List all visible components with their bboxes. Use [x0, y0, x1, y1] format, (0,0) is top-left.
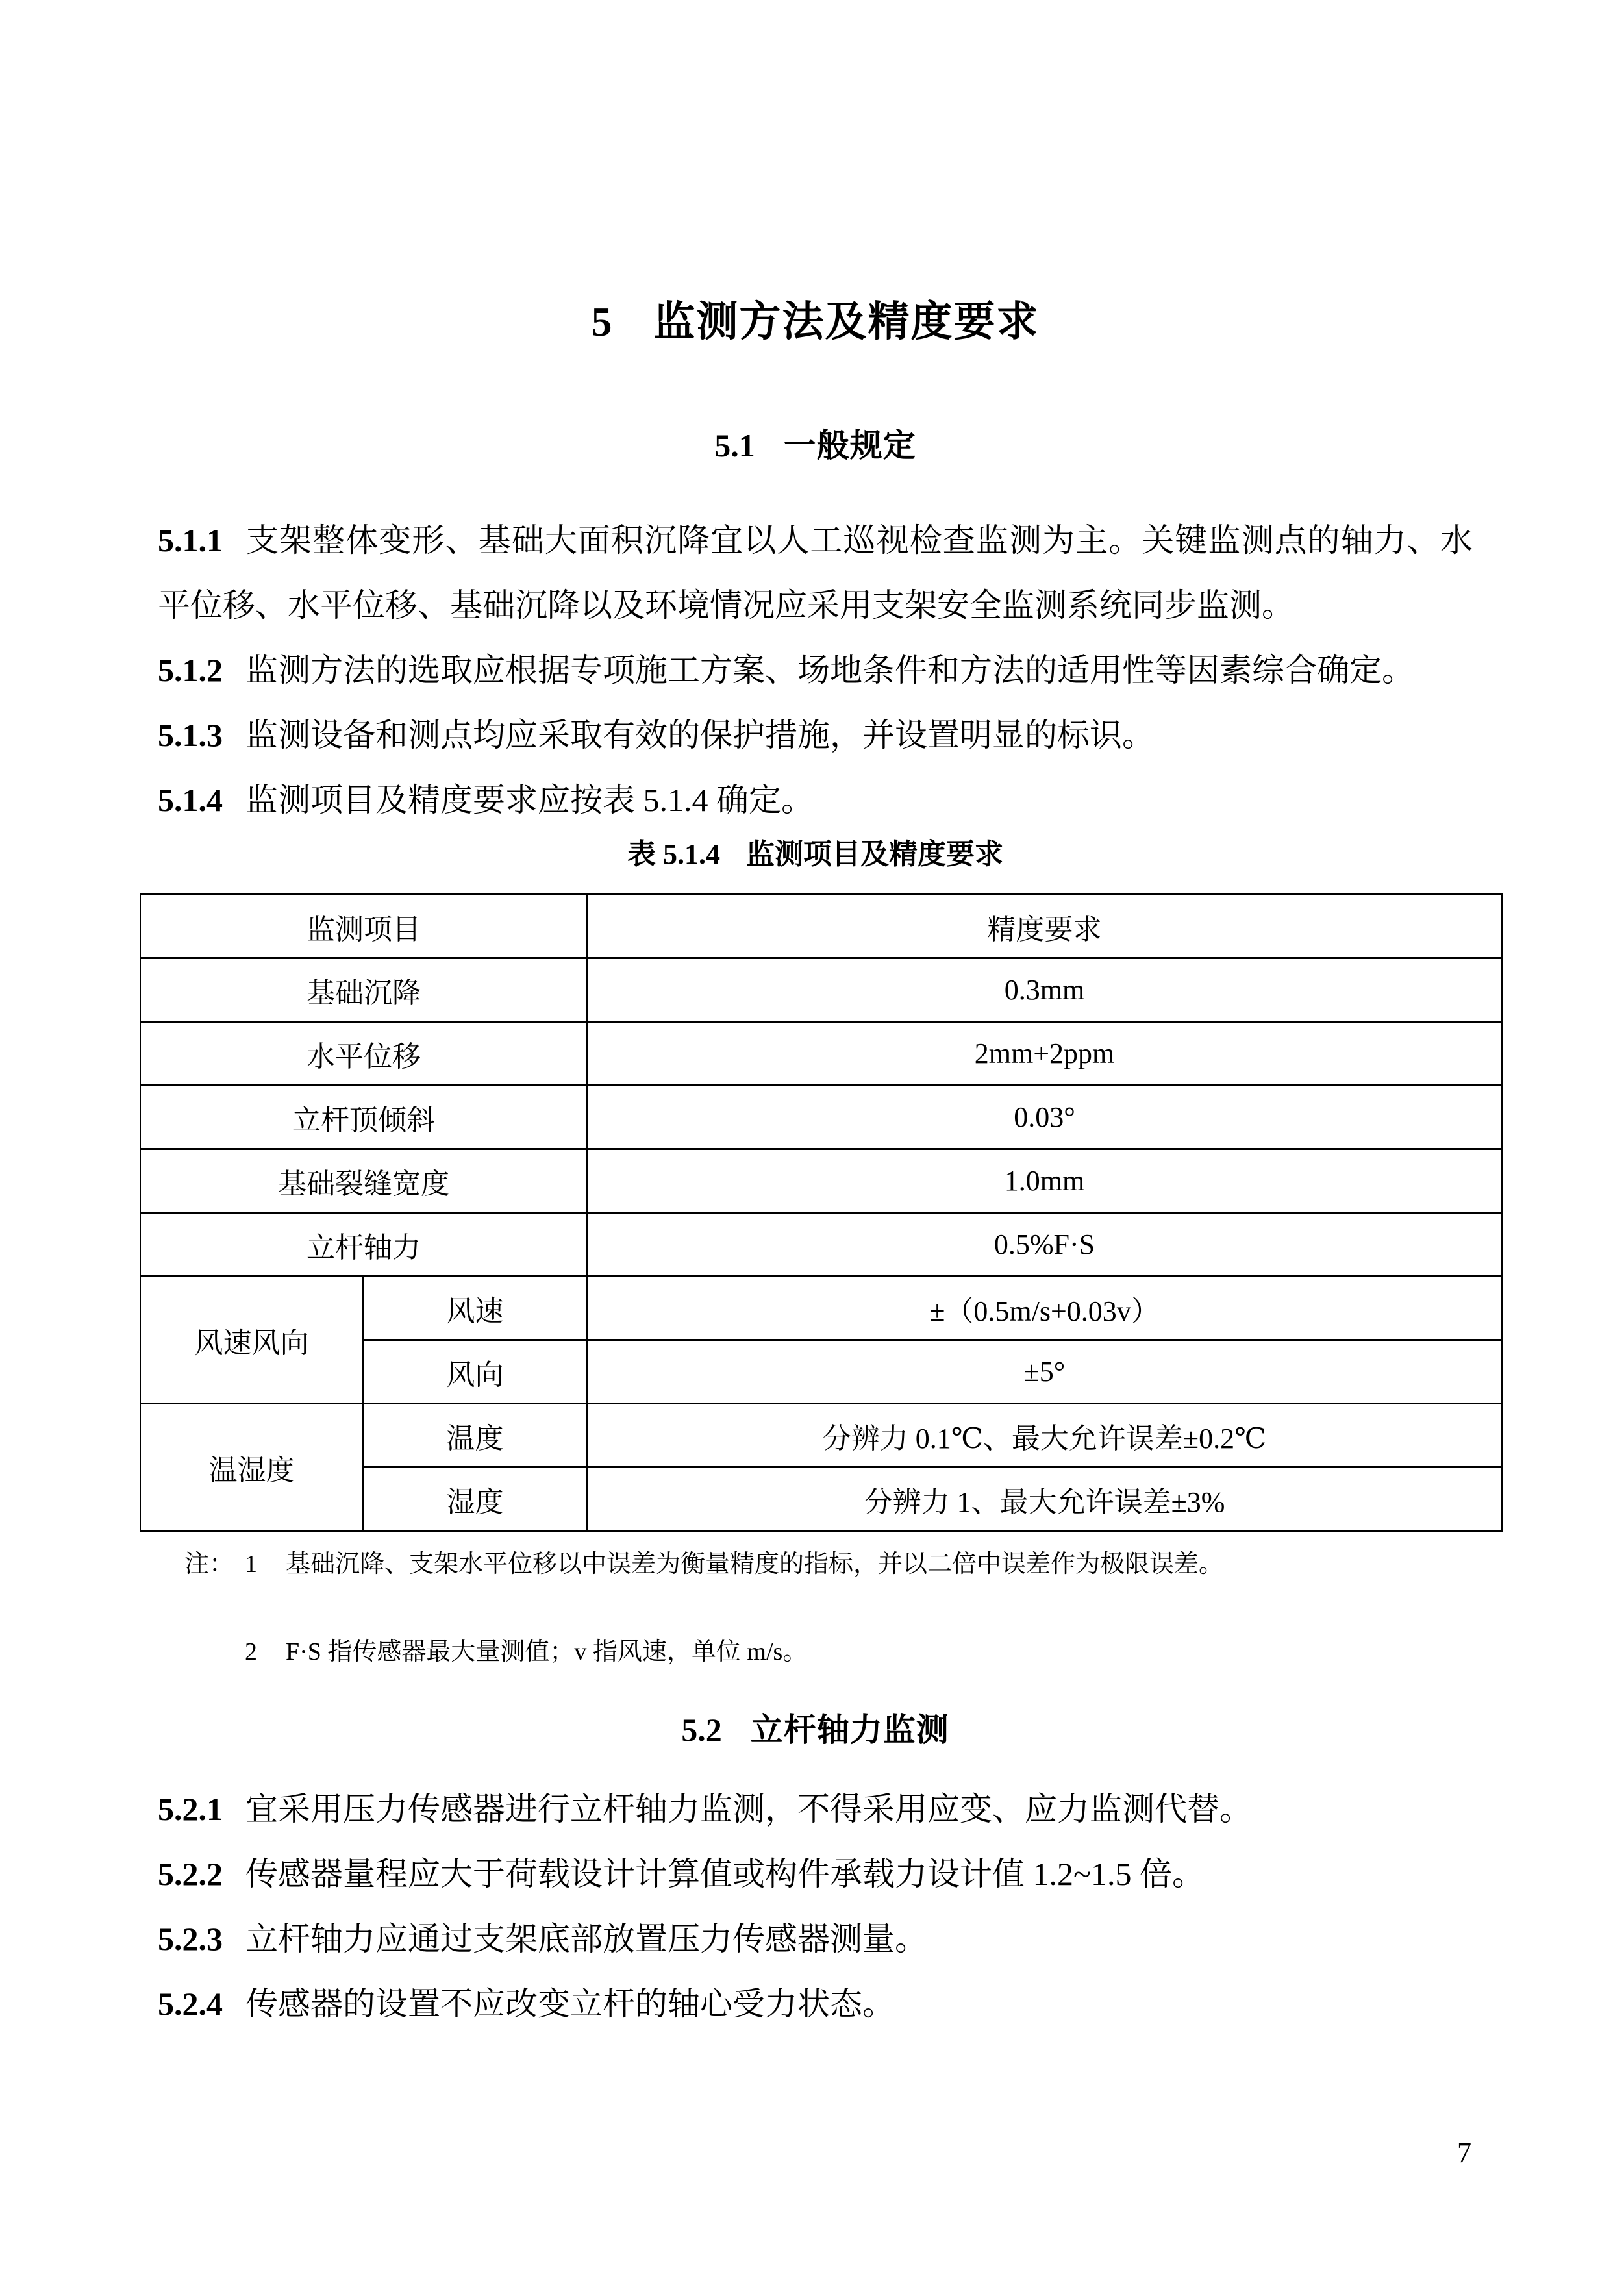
- table-notes: [184, 1541, 1473, 1675]
- note-label-spacer: [184, 1629, 245, 1675]
- table-header-row: [140, 895, 1502, 958]
- table-row: [140, 1086, 1502, 1149]
- table-row: [140, 1277, 1502, 1340]
- precision-requirements-table: [140, 893, 1503, 1532]
- clause-text: 宜采用压力传感器进行立杆轴力监测，不得采用应变、应力监测代替。: [245, 1791, 1252, 1827]
- clause-5-2-2: [158, 1841, 1473, 1906]
- clause-text: 支架整体变形、基础大面积沉降宜以人工巡视检查监测为主。关键监测点的轴力、水平位移、水平位移、基础沉降以及环境情况应采用支架安全监测系统同步监测。: [158, 522, 1473, 623]
- table-cell-value: 1.0mm: [587, 1149, 1502, 1213]
- clause-5-1-4: [158, 767, 1473, 832]
- clause-5-1-2: [158, 638, 1473, 703]
- clause-5-2-4: [158, 1971, 1473, 2036]
- clause-number: 5.1.2: [158, 652, 223, 688]
- table-row: [140, 1404, 1502, 1467]
- note-text: 基础沉降、支架水平位移以中误差为衡量精度的指标，并以二倍中误差作为极限误差。: [286, 1551, 1224, 1578]
- table-cell-item: 立杆轴力: [140, 1213, 587, 1277]
- clause-number: 5.2.4: [158, 1986, 223, 2022]
- section-5-1-number: 5.1: [714, 427, 755, 464]
- table-cell-value: ±（0.5m/s+0.03v）: [587, 1277, 1502, 1340]
- table-cell-item: 温度: [363, 1404, 587, 1467]
- table-row: [140, 958, 1502, 1022]
- table-cell-item: 水平位移: [140, 1022, 587, 1086]
- table-cell-value: ±5°: [587, 1340, 1502, 1404]
- clause-number: 5.1.1: [158, 522, 223, 558]
- table-group-label: 温湿度: [140, 1404, 363, 1531]
- note-2: [184, 1629, 1473, 1675]
- table-cell-value: 0.5%F·S: [587, 1213, 1502, 1277]
- note-number: 1: [245, 1551, 257, 1578]
- table-caption-label: 表 5.1.4: [627, 838, 720, 870]
- section-5-1-clauses: [158, 508, 1473, 832]
- clause-5-1-1: [158, 508, 1473, 638]
- clause-text: 监测项目及精度要求应按表 5.1.4 确定。: [245, 782, 814, 818]
- table-cell-value: 2mm+2ppm: [587, 1022, 1502, 1086]
- table-cell-value: 0.03°: [587, 1086, 1502, 1149]
- clause-text: 监测设备和测点均应采取有效的保护措施，并设置明显的标识。: [245, 717, 1155, 753]
- clause-text: 传感器的设置不应改变立杆的轴心受力状态。: [245, 1986, 895, 2022]
- table-header-value: 精度要求: [587, 895, 1502, 958]
- note-number: 2: [245, 1638, 257, 1666]
- table-header-item: 监测项目: [140, 895, 587, 958]
- table-caption-text: 监测项目及精度要求: [746, 838, 1003, 870]
- section-5-2-number: 5.2: [681, 1712, 722, 1748]
- clause-text: 传感器量程应大于荷载设计计算值或构件承载力设计值 1.2~1.5 倍。: [245, 1856, 1205, 1892]
- table-cell-item: 基础裂缝宽度: [140, 1149, 587, 1213]
- table-row: [140, 1022, 1502, 1086]
- section-5-2-clauses: [158, 1777, 1473, 2036]
- section-5-2-title: [158, 1712, 1473, 1747]
- clause-number: 5.2.2: [158, 1856, 223, 1892]
- section-5-1-title: [158, 428, 1473, 463]
- clause-5-1-3: [158, 703, 1473, 767]
- table-cell-item: 基础沉降: [140, 958, 587, 1022]
- chapter-title-text: 监测方法及精度要求: [653, 299, 1040, 345]
- clause-number: 5.2.3: [158, 1921, 223, 1957]
- note-1: [184, 1541, 1473, 1587]
- section-5-1-title-text: 一般规定: [783, 427, 916, 464]
- table-cell-value: 分辨力 1、最大允许误差±3%: [587, 1467, 1502, 1531]
- chapter-number: 5: [591, 299, 612, 345]
- table-cell-item: 湿度: [363, 1467, 587, 1531]
- table-caption: [158, 835, 1473, 874]
- clause-text: 立杆轴力应通过支架底部放置压力传感器测量。: [245, 1921, 927, 1957]
- page-number: 7: [1457, 2137, 1471, 2169]
- table-row: [140, 1149, 1502, 1213]
- chapter-title: [158, 0, 1473, 344]
- table-cell-item: 风向: [363, 1340, 587, 1404]
- clause-number: 5.1.4: [158, 782, 223, 818]
- section-5-2-title-text: 立杆轴力监测: [750, 1712, 949, 1748]
- clause-number: 5.2.1: [158, 1791, 223, 1827]
- table-row: [140, 1213, 1502, 1277]
- note-label: 注：: [184, 1551, 234, 1578]
- clause-5-2-1: [158, 1777, 1473, 1841]
- table-cell-item: 立杆顶倾斜: [140, 1086, 587, 1149]
- clause-5-2-3: [158, 1906, 1473, 1971]
- clause-text: 监测方法的选取应根据专项施工方案、场地条件和方法的适用性等因素综合确定。: [245, 652, 1414, 688]
- clause-number: 5.1.3: [158, 717, 223, 753]
- note-text: F·S 指传感器最大量测值；v 指风速，单位 m/s。: [286, 1638, 808, 1666]
- table-cell-item: 风速: [363, 1277, 587, 1340]
- table-cell-value: 分辨力 0.1℃、最大允许误差±0.2℃: [587, 1404, 1502, 1467]
- table-group-label: 风速风向: [140, 1277, 363, 1404]
- table-cell-value: 0.3mm: [587, 958, 1502, 1022]
